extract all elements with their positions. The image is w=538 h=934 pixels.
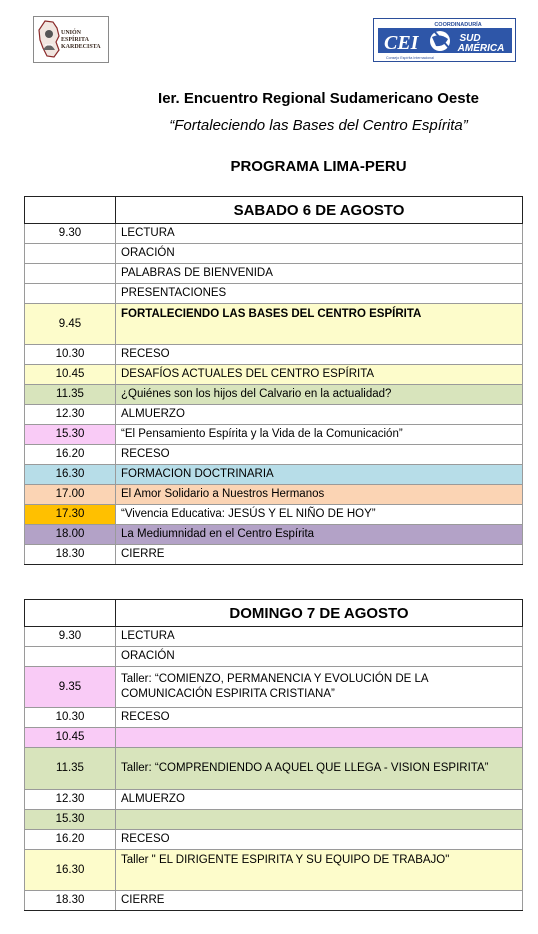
table-row <box>25 708 523 728</box>
table-row <box>25 627 523 647</box>
logo-right-sud: SUD <box>459 33 481 44</box>
time-cell: 15.30 <box>25 810 116 830</box>
time-cell: 18.30 <box>25 891 116 911</box>
table-row <box>25 385 523 405</box>
activity-cell: RECESO <box>116 708 523 728</box>
activity-cell: RECESO <box>116 830 523 850</box>
activity-cell: ALMUERZO <box>116 405 523 425</box>
logo-right-cei: CEI <box>384 32 419 54</box>
activity-cell: Taller " EL DIRIGENTE ESPIRITA Y SU EQUIPO DE TRABAJO" <box>116 850 523 891</box>
activity-cell: ORACIÓN <box>116 244 523 264</box>
peru-map-emblem-icon <box>37 20 61 59</box>
table-row <box>25 850 523 891</box>
globe-icon <box>430 31 450 51</box>
time-cell <box>25 647 116 667</box>
table-row <box>25 485 523 505</box>
time-cell: 10.45 <box>25 728 116 748</box>
program-title: PROGRAMA LIMA-PERU <box>230 158 407 175</box>
table-row <box>25 830 523 850</box>
time-cell: 10.30 <box>25 708 116 728</box>
time-cell: 16.20 <box>25 445 116 465</box>
saturday-schedule-table <box>24 196 523 565</box>
activity-cell: Taller: “COMPRENDIENDO A AQUEL QUE LLEGA - VISION ESPIRITA” <box>116 748 523 790</box>
time-cell: 16.30 <box>25 465 116 485</box>
table-row <box>25 445 523 465</box>
activity-cell: RECESO <box>116 345 523 365</box>
time-cell: 9.45 <box>25 304 116 345</box>
time-cell: 9.30 <box>25 224 116 244</box>
time-cell: 16.20 <box>25 830 116 850</box>
header-time-cell <box>25 197 116 224</box>
activity-cell: “Vivencia Educativa: JESÚS Y EL NIÑO DE HOY” <box>116 505 523 525</box>
time-cell: 12.30 <box>25 790 116 810</box>
logo-right-line-1: COORDINADURÍA <box>434 22 482 28</box>
time-cell: 17.30 <box>25 505 116 525</box>
logo-right-line-5: Consejo Espírita Internacional <box>386 56 434 60</box>
table-row <box>25 224 523 244</box>
table-row <box>25 425 523 445</box>
activity-cell <box>116 810 523 830</box>
time-cell: 12.30 <box>25 405 116 425</box>
time-cell: 10.30 <box>25 345 116 365</box>
time-cell: 11.35 <box>25 385 116 405</box>
time-cell: 9.35 <box>25 667 116 708</box>
table-row <box>25 244 523 264</box>
saturday-title: SABADO 6 DE AGOSTO <box>116 197 523 224</box>
sunday-schedule-table <box>24 599 523 911</box>
sunday-title: DOMINGO 7 DE AGOSTO <box>116 600 523 627</box>
table-row <box>25 525 523 545</box>
table-row <box>25 465 523 485</box>
activity-cell <box>116 728 523 748</box>
activity-cell: RECESO <box>116 445 523 465</box>
table-row <box>25 647 523 667</box>
activity-cell: FORTALECIENDO LAS BASES DEL CENTRO ESPÍRITA <box>116 304 523 345</box>
table-row <box>25 365 523 385</box>
time-cell: 9.30 <box>25 627 116 647</box>
table-row <box>25 284 523 304</box>
table-row <box>25 264 523 284</box>
table-row <box>25 891 523 911</box>
event-subtitle: “Fortaleciendo las Bases del Centro Espírita” <box>169 117 468 134</box>
event-title: Ier. Encuentro Regional Sudamericano Oeste <box>158 90 479 107</box>
time-cell: 15.30 <box>25 425 116 445</box>
sunday-header-row <box>25 600 523 627</box>
time-cell: 11.35 <box>25 748 116 790</box>
table-row <box>25 748 523 790</box>
activity-cell: La Mediumnidad en el Centro Espírita <box>116 525 523 545</box>
saturday-header-row <box>25 197 523 224</box>
activity-cell: LECTURA <box>116 224 523 244</box>
logo-left-line-1: UNIÓN ESPÍRITA <box>61 30 89 43</box>
logo-left-line-2: KARDECISTA <box>61 44 101 50</box>
activity-cell: PRESENTACIONES <box>116 284 523 304</box>
activity-cell: El Amor Solidario a Nuestros Hermanos <box>116 485 523 505</box>
table-row <box>25 790 523 810</box>
activity-cell: “El Pensamiento Espírita y la Vida de la Comunicación” <box>116 425 523 445</box>
time-cell: 18.00 <box>25 525 116 545</box>
activity-cell: PALABRAS DE BIENVENIDA <box>116 264 523 284</box>
time-cell <box>25 264 116 284</box>
cei-sudamerica-logo <box>373 18 516 62</box>
time-cell: 10.45 <box>25 365 116 385</box>
table-row <box>25 667 523 708</box>
table-row <box>25 545 523 565</box>
table-row <box>25 505 523 525</box>
activity-cell: ALMUERZO <box>116 790 523 810</box>
time-cell <box>25 244 116 264</box>
activity-cell: Taller: “COMIENZO, PERMANENCIA Y EVOLUCIÓN DE LA COMUNICACIÓN ESPIRITA CRISTIANA” <box>116 667 523 708</box>
activity-cell: DESAFÍOS ACTUALES DEL CENTRO ESPÍRITA <box>116 365 523 385</box>
table-row <box>25 810 523 830</box>
table-row <box>25 728 523 748</box>
time-cell <box>25 284 116 304</box>
table-row <box>25 345 523 365</box>
activity-cell: ¿Quiénes son los hijos del Calvario en la actualidad? <box>116 385 523 405</box>
activity-cell: FORMACION DOCTRINARIA <box>116 465 523 485</box>
union-espirita-kardecista-logo <box>33 16 109 63</box>
activity-cell: LECTURA <box>116 627 523 647</box>
time-cell: 16.30 <box>25 850 116 891</box>
activity-cell: ORACIÓN <box>116 647 523 667</box>
time-cell: 17.00 <box>25 485 116 505</box>
logo-right-america: AMÉRICA <box>457 43 505 54</box>
header-time-cell <box>25 600 116 627</box>
table-row <box>25 405 523 425</box>
activity-cell: CIERRE <box>116 891 523 911</box>
time-cell: 18.30 <box>25 545 116 565</box>
table-row <box>25 304 523 345</box>
activity-cell: CIERRE <box>116 545 523 565</box>
